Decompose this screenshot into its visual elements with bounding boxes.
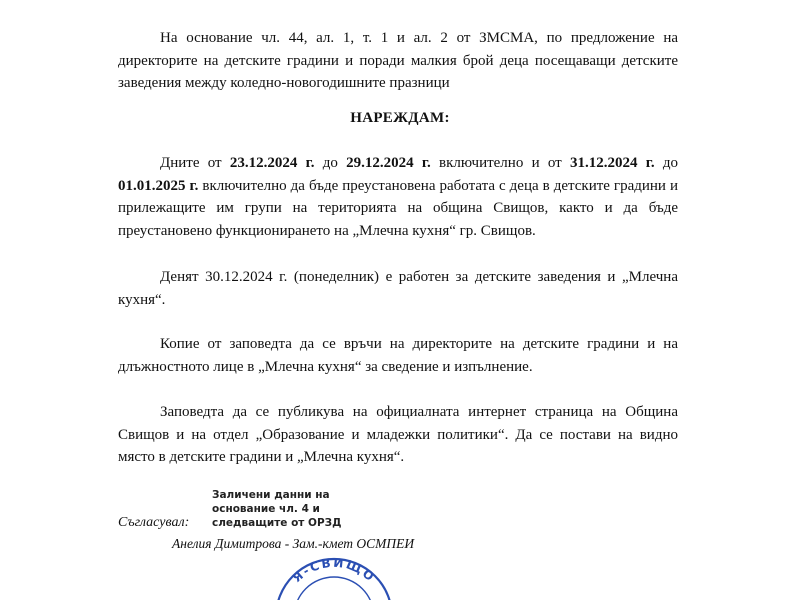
redaction-line-1: Заличени данни на — [212, 489, 330, 501]
signer-name: Анелия Димитрова - Зам.-кмет ОСМПЕИ — [172, 536, 415, 551]
copies-paragraph: Копие от заповедта да се връчи на директорите на детските градини и на длъжностното лице в „Млечна кухня“ за сведение и изпълнение. — [118, 336, 678, 375]
date-start-2: 31.12.2024 г. — [569, 155, 655, 171]
official-seal-icon — [270, 555, 400, 600]
svg-text:Я-СВИЩО — [290, 556, 378, 585]
redaction-line-3: следващите от ОРЗД — [212, 517, 342, 529]
order-heading: НАРЕЖДАМ: — [350, 110, 450, 126]
redaction-note — [212, 488, 341, 530]
order-text-1: Дните от — [160, 155, 230, 171]
date-end-1: 29.12.2024 г. — [346, 155, 431, 171]
redaction-line-2: основание чл. 4 и — [212, 503, 320, 515]
order-text-2: до — [314, 155, 347, 171]
order-paragraph — [118, 152, 678, 242]
publish-paragraph: Заповедта да се публикува на официалната интернет страница на Община Свищов и на отдел „Образование и младежки политики“. Да се постави на видно място в детските градини и „Млечна кухня“. — [118, 404, 678, 465]
agreed-label: Съгласувал: — [118, 515, 190, 530]
order-text-3: включително и от — [430, 155, 570, 171]
order-text-5: включително да бъде преустановена работата с деца в детските градини и прилежащите им групи на територията на община Свищов, както и да бъде преустановено функционирането на „Млечна кухня“ гр. Свищов. — [118, 177, 678, 239]
workday-paragraph: Денят 30.12.2024 г. (понеделник) е работен за детските заведения и „Млечна кухня“. — [118, 269, 678, 308]
date-end-2: 01.01.2025 г. — [118, 177, 199, 194]
intro-paragraph: На основание чл. 44, ал. 1, т. 1 и ал. 2 от ЗМСМА, по предложение на директорите на детските градини и поради малкия брой деца посещаващи детските заведения между коледно-новогодишните празници — [118, 30, 678, 91]
date-start-1: 23.12.2024 г. — [229, 155, 315, 171]
seal-text: Я-СВИЩО — [289, 555, 379, 586]
order-text-4: до — [654, 155, 678, 171]
